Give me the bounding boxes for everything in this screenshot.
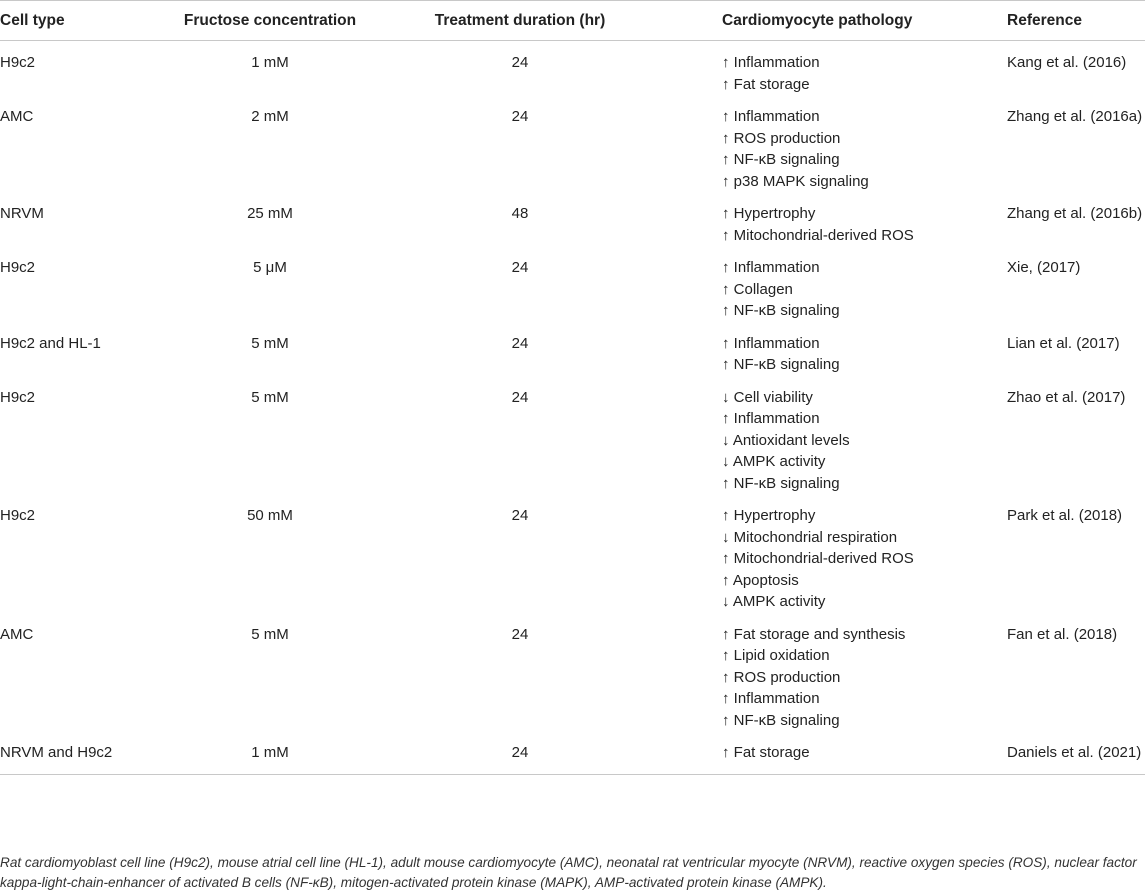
reference-cell: Zhang et al. (2016a) [1007, 108, 1143, 125]
pathology-item: ↑ NF-κB signaling [722, 711, 840, 729]
pathology-cell [660, 246, 995, 322]
fructose-concentration-cell: 2 mM [251, 108, 289, 125]
pathology-cell [660, 322, 995, 376]
cell-type-cell: H9c2 [0, 507, 36, 524]
reference-cell: Lian et al. (2017) [1007, 334, 1120, 352]
header-cell-type: Cell type [0, 1, 160, 41]
fructose-concentration-cell: 50 mM [247, 507, 293, 524]
treatment-duration-cell: 24 [511, 388, 529, 406]
pathology-item: ↑ Inflammation [722, 259, 820, 276]
table-row [0, 494, 1145, 613]
pathology-item: ↓ Mitochondrial respiration [722, 528, 898, 546]
pathology-item: ↑ Inflammation [722, 108, 820, 125]
treatment-duration-cell: 24 [511, 54, 529, 71]
treatment-duration-cell: 24 [511, 625, 529, 643]
pathology-item: ↑ Inflammation [722, 54, 820, 71]
pathology-item: ↑ Lipid oxidation [722, 647, 830, 664]
pathology-item: ↑ Fat storage and synthesis [722, 625, 906, 643]
pathology-item: ↓ AMPK activity [722, 453, 826, 470]
pathology-item: ↑ Mitochondrial-derived ROS [722, 550, 914, 567]
pathology-item: ↓ Antioxidant levels [722, 431, 850, 449]
pathology-item: ↑ NF-κB signaling [722, 151, 840, 168]
treatment-duration-cell: 24 [511, 259, 529, 276]
fructose-concentration-cell: 1 mM [160, 731, 380, 774]
table-row [0, 192, 1145, 246]
header-row [0, 1, 1145, 41]
fructose-concentration-cell: 1 mM [251, 54, 289, 71]
pathology-cell [660, 41, 995, 96]
table-row [0, 376, 1145, 495]
table-row [0, 613, 1145, 732]
pathology-item: ↓ Cell viability [722, 388, 813, 406]
fructose-concentration-cell: 5 μM [253, 259, 287, 276]
reference-cell: Fan et al. (2018) [1007, 625, 1118, 643]
treatment-duration-cell: 24 [511, 507, 529, 524]
pathology-item: ↑ Apoptosis [722, 571, 799, 589]
pathology-cell [660, 613, 995, 732]
header-cardiomyocyte-pathology: Cardiomyocyte pathology [660, 1, 995, 41]
table-row [0, 246, 1145, 322]
pathology-item: ↑ p38 MAPK signaling [722, 172, 869, 190]
pathology-item: ↑ Mitochondrial-derived ROS [722, 226, 914, 244]
cell-type-cell: H9c2 [0, 54, 36, 71]
pathology-item: ↓ AMPK activity [722, 593, 826, 610]
pathology-item: ↑ ROS production [722, 668, 841, 686]
header-treatment-duration: Treatment duration (hr) [380, 1, 660, 41]
pathology-item: ↑ Inflammation [722, 334, 820, 352]
fructose-concentration-cell: 5 mM [251, 334, 289, 352]
pathology-item: ↑ Hypertrophy [722, 205, 816, 222]
table-row [0, 731, 1145, 774]
pathology-item: ↑ NF-κB signaling [722, 302, 840, 319]
reference-cell: Zhao et al. (2017) [1007, 388, 1126, 406]
treatment-duration-cell: 24 [511, 334, 529, 352]
pathology-cell [660, 376, 995, 495]
pathology-item: ↑ Hypertrophy [722, 507, 816, 524]
fructose-concentration-cell: 5 mM [251, 388, 289, 406]
reference-cell: Daniels et al. (2021) [995, 731, 1145, 774]
table-footnote: Rat cardiomyoblast cell line (H9c2), mouse atrial cell line (HL-1), adult mouse cardiomyocyte (AMC), neonatal rat ventricular myocyte (NRVM), reactive oxygen species (ROS), nuclear factor kappa-light-chain-enhancer of activated B cells (NF-κB), mitogen-activated protein kinase (MAPK), AMP-activated protein kinase (AMPK). [0, 855, 1137, 890]
treatment-duration-cell: 48 [511, 205, 529, 222]
table-row [0, 95, 1145, 192]
treatment-duration-cell: 24 [380, 731, 660, 774]
pathology-item: ↑ Collagen [722, 280, 793, 298]
header-fructose-concentration: Fructose concentration [160, 1, 380, 41]
cell-type-cell: NRVM and H9c2 [0, 731, 160, 774]
pathology-item: ↑ Inflammation [722, 410, 820, 427]
treatment-duration-cell: 24 [511, 108, 529, 125]
pathology-cell [660, 192, 995, 246]
table-header [0, 1, 1145, 41]
pathology-item: ↑ ROS production [722, 129, 841, 147]
table-row [0, 41, 1145, 96]
pathology-cell [660, 494, 995, 613]
cell-type-cell: H9c2 [0, 259, 36, 276]
cell-type-cell: AMC [0, 108, 34, 125]
table-row [0, 322, 1145, 376]
reference-cell: Kang et al. (2016) [1007, 54, 1127, 71]
cell-type-cell: H9c2 [0, 388, 36, 406]
pathology-item: ↑ Fat storage [722, 75, 810, 93]
cell-type-cell: H9c2 and HL-1 [0, 334, 101, 352]
pathology-item: ↑ NF-κB signaling [722, 356, 840, 373]
fructose-concentration-cell: 25 mM [247, 205, 293, 222]
pathology-cell [660, 731, 995, 774]
cell-type-cell: AMC [0, 625, 34, 643]
pathology-cell [660, 95, 995, 192]
cell-type-cell: NRVM [0, 205, 44, 222]
reference-cell: Xie, (2017) [1007, 259, 1081, 276]
reference-cell: Zhang et al. (2016b) [1007, 205, 1143, 222]
pathology-item: ↑ Inflammation [722, 690, 820, 707]
header-reference: Reference [995, 1, 1145, 41]
table-body [0, 41, 1145, 775]
pathology-item: ↑ NF-κB signaling [722, 474, 840, 492]
fructose-concentration-cell: 5 mM [251, 625, 289, 643]
pathology-item: ↑ Fat storage [722, 744, 810, 761]
reference-cell: Park et al. (2018) [1007, 507, 1123, 524]
